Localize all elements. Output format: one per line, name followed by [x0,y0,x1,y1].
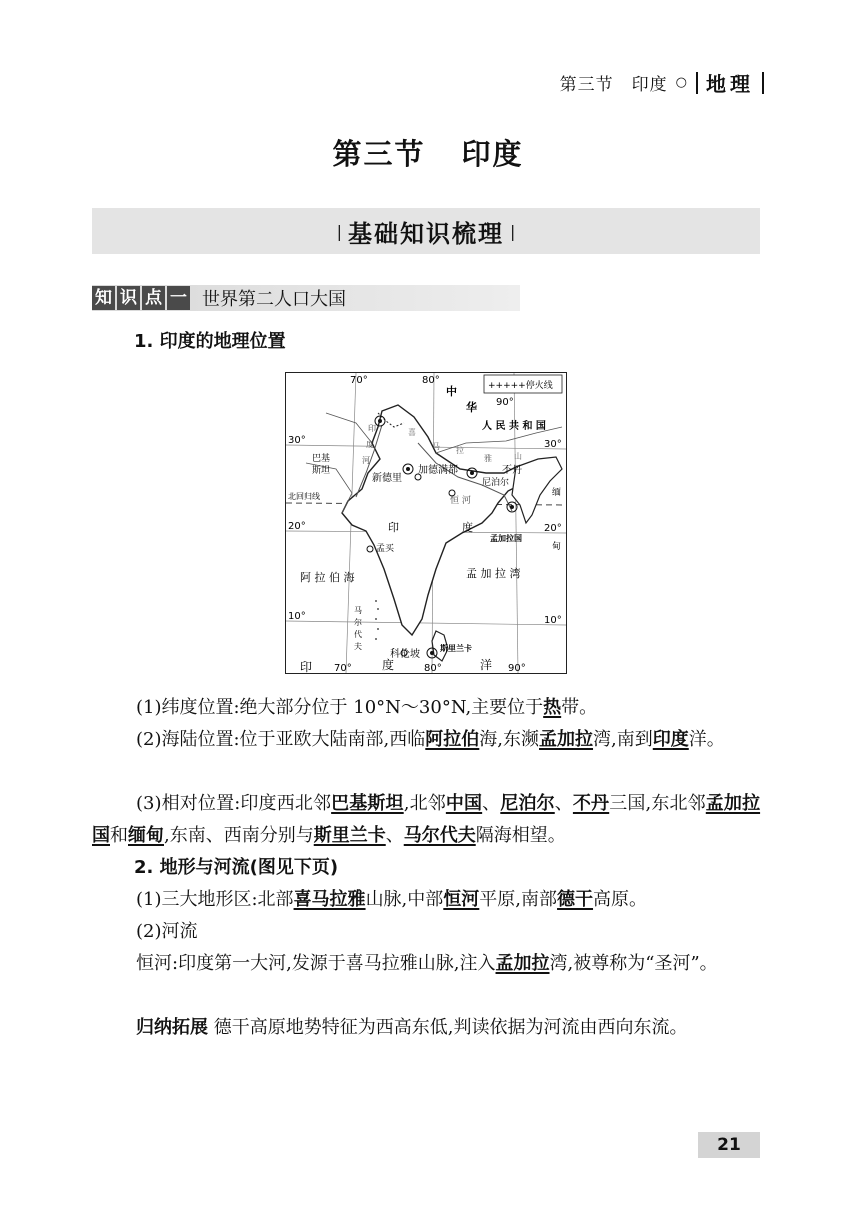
banner-left-bar: | [336,221,342,241]
kp-tag-1: 知 [92,286,115,310]
p3-key-myanmar: 缅甸 [128,825,164,846]
p3-key-nepal: 尼泊尔 [500,793,555,814]
lon-70-top: 70° [350,375,368,386]
label-himalaya-2: 马 [432,442,440,451]
p3-text-a: (3)相对位置:印度西北邻 [136,793,332,814]
knowledge-point-bar [92,285,520,311]
p2-key-arabian: 阿拉伯 [425,729,480,750]
p3-text-i: 隔海相望。 [475,825,566,846]
label-himalaya-1: 喜 [408,428,416,437]
label-new-delhi: 新德里 [372,473,402,484]
label-indus-3: 河 [362,456,370,465]
paragraph-ganges [92,948,760,980]
p2-text-a: (2)海陆位置:位于亚欧大陆南部,西临 [136,729,426,750]
p3-key-srilanka: 斯里兰卡 [313,825,386,846]
label-ganges: 恒 河 [450,496,471,506]
paragraph-relative-position [92,788,760,852]
p2-text-d: 洋。 [688,729,725,750]
kp-title: 世界第二人口大国 [202,289,346,310]
map-svg [286,373,566,673]
label-bangladesh: 孟加拉国 [490,534,522,543]
paragraph-sea-land [92,724,760,756]
label-colombo: 科伦坡 [390,649,420,660]
section-banner [92,208,760,254]
label-china-2: 华 [466,401,477,414]
india-map [285,372,567,674]
p4-text-a: (1)三大地形区:北部 [136,889,294,910]
lat-20-left: 20° [288,521,306,532]
section-1-heading: 1. 印度的地理位置 [134,331,286,352]
p3-text-b: ,北邻 [403,793,446,814]
extension-text: 德干高原地势特征为西高东低,判读依据为河流由西向东流。 [208,1017,688,1038]
label-bay-of-bengal: 孟 加 拉 湾 [466,567,521,580]
label-indus-2: 度 [366,440,374,449]
title-part2: 印度 [461,137,524,171]
p4-key-ganges: 恒河 [443,889,480,910]
lon-90-bottom: 90° [508,663,526,673]
label-china-1: 中 [446,385,457,398]
p4-text-d: 高原。 [593,889,648,910]
header-subject: 地理 [706,72,754,96]
label-indus-1: 印 [368,424,376,433]
p1-text-b: 带。 [561,697,598,718]
label-maldives-4: 夫 [354,642,362,651]
p2-text-c: 湾,南到 [593,729,653,750]
p3-text-c: 、 [482,793,501,814]
lat-30-right: 30° [544,439,562,450]
label-indian-ocean-1: 印 [300,660,313,673]
page-number: 21 [698,1132,760,1158]
lat-10-right: 10° [544,615,562,626]
p3-key-maldives: 马尔代夫 [403,825,476,846]
p3-text-f: 和 [110,825,128,846]
p4-key-himalaya: 喜马拉雅 [293,889,366,910]
label-maldives-3: 代 [354,630,362,639]
label-indian-ocean-2: 度 [382,658,395,672]
label-indian-ocean-3: 洋 [480,658,493,672]
paragraph-landforms [92,884,760,916]
p3-text-h: 、 [385,825,404,846]
lon-90-top: 90° [496,397,514,408]
lon-80-top: 80° [422,375,440,386]
label-india-2: 度 [462,521,473,534]
p3-key-bhutan: 不丹 [572,793,610,814]
p4-text-b: 山脉,中部 [365,889,444,910]
map-legend: +++++停火线 [488,381,553,391]
p4-text-c: 平原,南部 [479,889,558,910]
label-india-1: 印 [388,521,399,534]
p3-text-g: ,东南、西南分别与 [164,825,314,846]
lat-10-left: 10° [288,611,306,622]
p3-key-pakistan: 巴基斯坦 [331,793,404,814]
lon-70-bottom: 70° [334,663,352,673]
lat-20-right: 20° [544,523,562,534]
p1-text-a: (1)纬度位置:绝大部分位于 10°N～30°N,主要位于 [136,697,544,718]
tropic-label: 北回归线 [288,492,320,501]
label-myanmar-1: 缅 [552,488,562,498]
paragraph-latitude [92,692,760,724]
p2-key-bengal: 孟加拉 [539,729,594,750]
p4-key-deccan: 德干 [557,889,594,910]
p3-key-china: 中国 [445,793,483,814]
paragraph-extension [92,1012,760,1044]
label-himalaya-5: 山 [514,452,522,461]
label-kathmandu: 加德满都 [418,465,458,476]
extension-label: 归纳拓展 [136,1017,208,1038]
header-divider-right [762,72,764,94]
kp-tag-3: 点 [142,286,165,310]
p3-text-e: 三国,东北邻 [609,793,706,814]
page-title [0,132,856,173]
label-sri-lanka: 斯里兰卡 [440,644,472,653]
p1-key-tropical: 热 [543,697,562,718]
label-pakistan-1: 巴基 [312,454,331,464]
p2-key-indian: 印度 [652,729,689,750]
header-circle: ○ [675,75,688,90]
label-maldives-2: 尔 [354,618,362,627]
paragraph-rivers: (2)河流 [136,921,198,942]
title-part1: 第三节 [332,137,426,171]
p3-text-d: 、 [554,793,573,814]
p6-text-b: 湾,被尊称为“圣河”。 [549,953,718,974]
banner-right-bar: | [510,221,516,241]
label-china-3: 人 民 共 和 国 [482,421,546,432]
kp-tag-2: 识 [117,286,140,310]
p6-text-a: 恒河:印度第一大河,发源于喜马拉雅山脉,注入 [136,953,496,974]
label-himalaya-3: 拉 [456,446,464,455]
label-myanmar-2: 甸 [552,542,562,552]
label-pakistan-2: 斯坦 [312,466,331,476]
lat-30-left: 30° [288,435,306,446]
p6-key-bengal: 孟加拉 [495,953,550,974]
label-maldives-1: 马 [354,606,362,615]
label-mumbai: 孟买 [376,544,395,554]
running-header [560,68,764,97]
banner-text: 基础知识梳理 [348,219,504,248]
header-section: 第三节 印度 [559,75,668,95]
label-arabian-sea: 阿 拉 伯 海 [300,571,355,584]
label-himalaya-4: 雅 [484,454,492,463]
kp-tag-4: 一 [167,286,190,310]
p2-text-b: 海,东濒 [479,729,540,750]
section-2-heading: 2. 地形与河流(图见下页) [134,857,339,878]
label-bhutan: 不丹 [502,465,522,476]
lon-80-bottom: 80° [424,663,442,673]
label-nepal: 尼泊尔 [482,478,510,488]
header-divider [696,72,698,94]
p3-key-bangladesh: 孟加拉国 [92,793,761,846]
